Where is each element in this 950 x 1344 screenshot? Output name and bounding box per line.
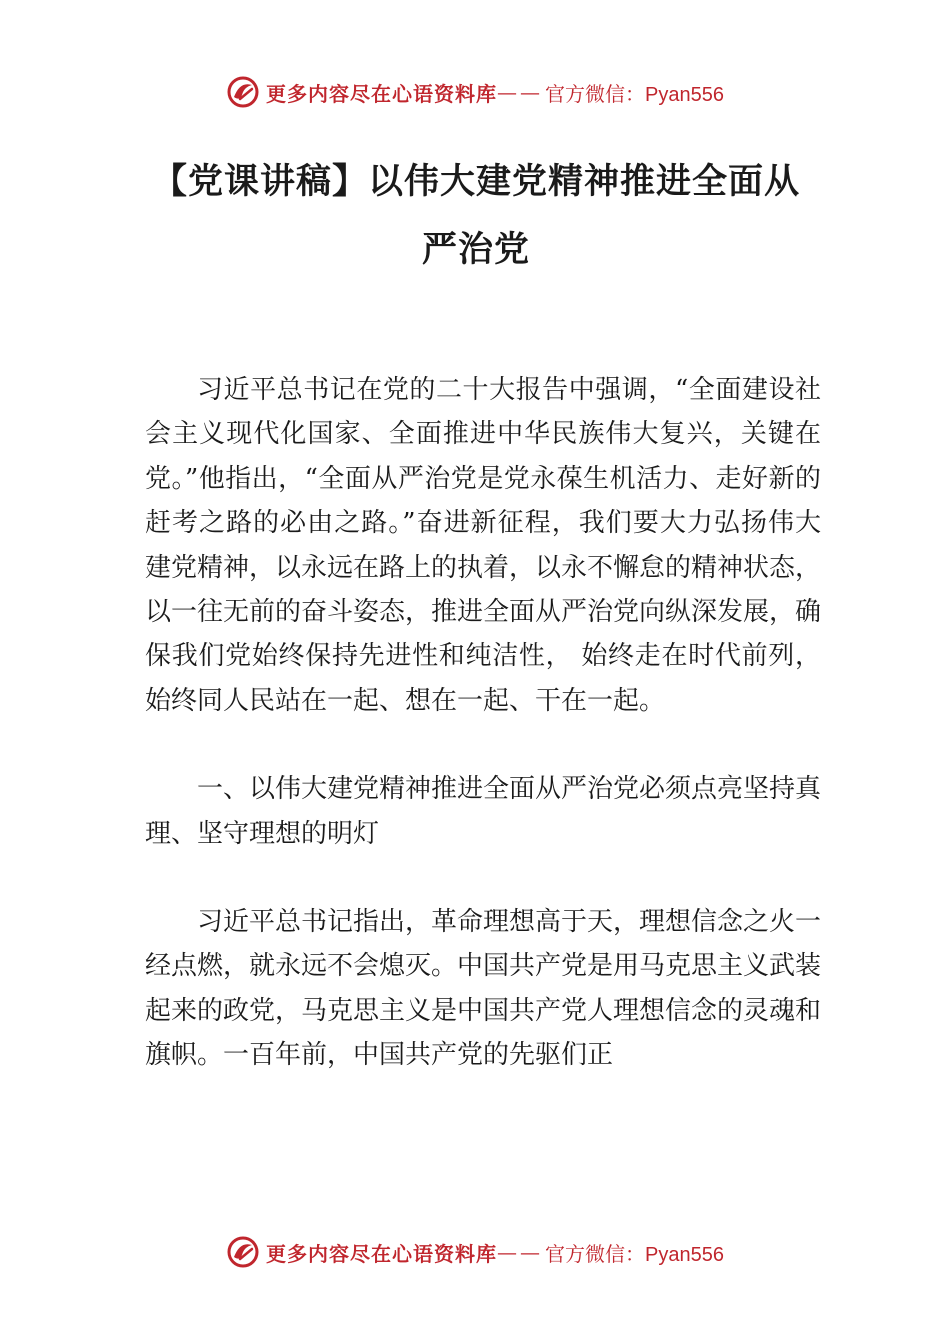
footer-wechat-text: 官方微信：Pyan556 (545, 1243, 724, 1266)
footer-site-text: 更多内容尽在心语资料库 (266, 1241, 498, 1266)
red-swirl-logo-icon (226, 1235, 260, 1269)
header-banner (0, 72, 950, 112)
red-swirl-logo-icon (226, 75, 260, 109)
footer-separator: —— (497, 1240, 544, 1264)
banner-wechat-text: 官方微信：Pyan556 (545, 83, 724, 106)
paragraph-intro: 习近平总书记在党的二十大报告中强调，“全面建设社会主义现代化国家、全面推进中华民族伟大复兴，关键在党。”他指出，“全面从严治党是党永葆生机活力、走好新的赶考之路的必由之路。”奋进新征程，我们要大力弘扬伟大建党精神，以永远在路上的执着，以永不懈怠的精神状态，以一往无前的奋斗姿态，推进全面从严治党向纵深发展，确保我们党始终保持先进性和纯洁性， 始终走在时代前列，始终同人民站在一起、想在一起、干在一起。 (145, 375, 822, 716)
banner-site-text: 更多内容尽在心语资料库 (266, 81, 498, 106)
footer-banner (0, 1232, 950, 1272)
paragraph-section-1: 习近平总书记指出，革命理想高于天，理想信念之火一经点燃，就永远不会熄灭。中国共产党是用马克思主义武装起来的政党，马克思主义是中国共产党人理想信念的灵魂和旗帜。一百年前，中国共产党的先驱们正 (145, 907, 822, 1071)
document-body (145, 368, 821, 1078)
banner-separator: —— (497, 80, 544, 104)
section-heading-1: 一、以伟大建党精神推进全面从严治党必须点亮坚持真理、坚守理想的明灯 (145, 774, 822, 849)
document-title: 【党课讲稿】以伟大建党精神推进全面从严治党 (151, 162, 800, 270)
